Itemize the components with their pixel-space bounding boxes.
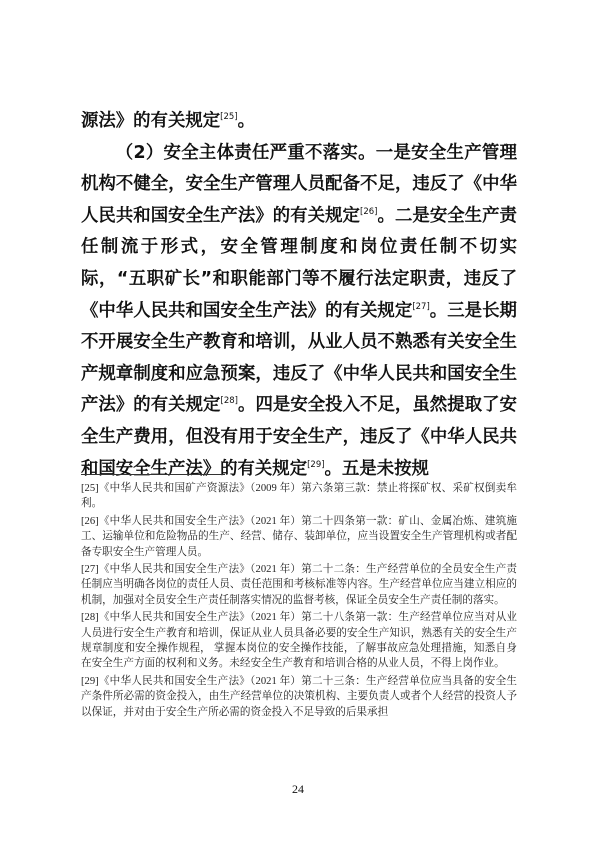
paragraph-text: 源法》的有关规定 [81, 111, 221, 131]
paragraph-text: 。 [377, 205, 395, 226]
paragraph-responsibility [81, 138, 517, 486]
body-text [81, 106, 517, 485]
paragraph-text: 安全生产管理机构不健全，安全生产管理人员配备不足，违反了《中华人民共和国安全生产法》的有关规定 [81, 142, 517, 226]
enumeration-marker: 一是 [375, 142, 412, 163]
footnote-ref-27[interactable]: [27] [412, 301, 430, 312]
footnote-ref-25[interactable]: [25] [220, 112, 238, 123]
paragraph-text: 。 [237, 111, 255, 131]
enumeration-marker: 四是 [255, 395, 291, 416]
footnote-26: [26]《中华人民共和国安全生产法》（2021 年）第二十四条第一款：矿山、金属冶炼、建筑施工、运输单位和危险物品的生产、经营、储存、装卸单位，应当设置安全生产管理机构或者配备专职安全生产管理人员。 [81, 515, 517, 558]
footnotes [81, 481, 517, 722]
paragraph-continued [81, 106, 517, 138]
footnote-divider [81, 474, 225, 475]
footnote-ref-28[interactable]: [28] [220, 396, 238, 407]
enumeration-marker: 二是 [394, 205, 430, 226]
footnote-25: [25]《中华人民共和国矿产资源法》（2009 年）第六条第三款：禁止将探矿权、采矿权倒卖牟利。 [81, 483, 517, 510]
enumeration-marker: 五是 [341, 458, 377, 479]
enumeration-marker: 三是 [447, 300, 483, 321]
footnote-28: [28]《中华人民共和国安全生产法》（2021 年）第二十八条第一款：生产经营单位应当对从业人员进行安全生产教育和培训，保证从业人员具备必要的安全生产知识，熟悉有关的安全生产规章制度和安全操作规程， 掌握本岗位的安全操作技能，了解事故应急处理措施，知悉自身在安全生产方面的权利和义务。未经安全生产教育和培训合格的从业人员，不得上岗作业。 [81, 612, 517, 670]
paragraph-text: 长期不开展安全生产教育和培训，从业人员不熟悉有关安全生产规章制度和应急预案，违反了《中华人民共和国安全生产法》的有关规定 [81, 300, 517, 416]
paragraph-heading: （2）安全主体责任严重不落实。 [115, 142, 376, 163]
paragraph-text: 安全投入不足，虽然提取了安全生产费用，但没有用于安全生产，违反了《中华人民共和国安全生产法》的有关规定 [81, 395, 517, 479]
footnote-29: [29]《中华人民共和国安全生产法》（2021 年）第二十三条：生产经营单位应当具备的安全生产条件所必需的资金投入，由生产经营单位的决策机构、主要负责人或者个人经营的投资人予以保证，并对由于安全生产所必需的资金投入不足导致的后果承担 [81, 675, 517, 718]
paragraph-text: 安全生产责任制流于形式，安全管理制度和岗位责任制不切实际，“五职矿长”和职能部门等不履行法定职责，违反了《中华人民共和国安全生产法》的有关规定 [81, 205, 517, 321]
page-number: 24 [292, 782, 304, 796]
paragraph-text: 。 [429, 300, 448, 321]
footnote-27: [27]《中华人民共和国安全生产法》（2021 年）第二十二条：生产经营单位的全员安全生产责任制应当明确各岗位的责任人员、责任范围和考核标准等内容。生产经营单位应当建立相应的机制，加强对全员安全生产责任制落实情况的监督考核，保证全员安全生产责任制的落实。 [81, 564, 517, 606]
footnote-ref-29[interactable]: [29] [307, 459, 325, 470]
paragraph-text: 。 [324, 458, 342, 479]
paragraph-text: 未按规 [376, 458, 429, 479]
paragraph-text: 。 [237, 395, 256, 416]
footnote-ref-26[interactable]: [26] [360, 206, 378, 217]
